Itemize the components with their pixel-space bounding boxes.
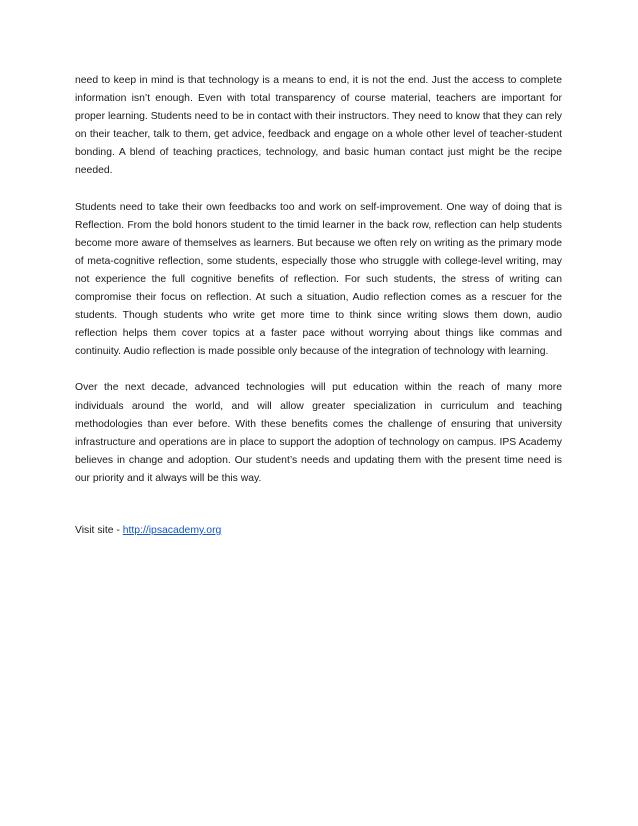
visit-site-label: Visit site -	[75, 524, 123, 536]
website-link[interactable]: http://ipsacademy.org	[122, 524, 222, 536]
paragraph-reflection: Students need to take their own feedbacks too and work on self-improvement. One way of doing that is Reflection. From the bold honors student to the timid learner in the back row, reflection can help students become more aware of themselves as learners. But because we often rely on writing as the primary mode of meta-cognitive reflection, some students, especially those who struggle with college-level writing, may not experience the full cognitive benefits of reflection. For such students, the stress of writing can compromise their focus on reflection. At such a situation, Audio reflection comes as a rescuer for the students. Though students who write get more time to think since writing slows them down, audio reflection helps them cover topics at a faster pace without worrying about things like commas and continuity. Audio reflection is made possible only because of the integration of technology with learning.	[75, 201, 562, 358]
visit-site-line	[75, 522, 562, 540]
document-page	[75, 72, 562, 540]
paragraph-technology-means: need to keep in mind is that technology is a means to end, it is not the end. Just the access to complete information isn’t enough. Even with total transparency of course material, teachers are important for proper learning. Students need to be in contact with their instructors. They need to know that they can rely on their teacher, talk to them, get advice, feedback and engage on a whole other level of teacher-student bonding. A blend of teaching practices, technology, and basic human contact just might be the recipe needed.	[75, 75, 562, 177]
paragraph-next-decade: Over the next decade, advanced technologies will put education within the reach of many more individuals around the world, and will allow greater specialization in curriculum and teaching methodologies than ever before. With these benefits comes the challenge of ensuring that university infrastructure and operations are in place to support the adoption of technology on campus. IPS Academy believes in change and adoption. Our student’s needs and updating them with the present time need is our priority and it always will be this way.	[75, 382, 562, 484]
